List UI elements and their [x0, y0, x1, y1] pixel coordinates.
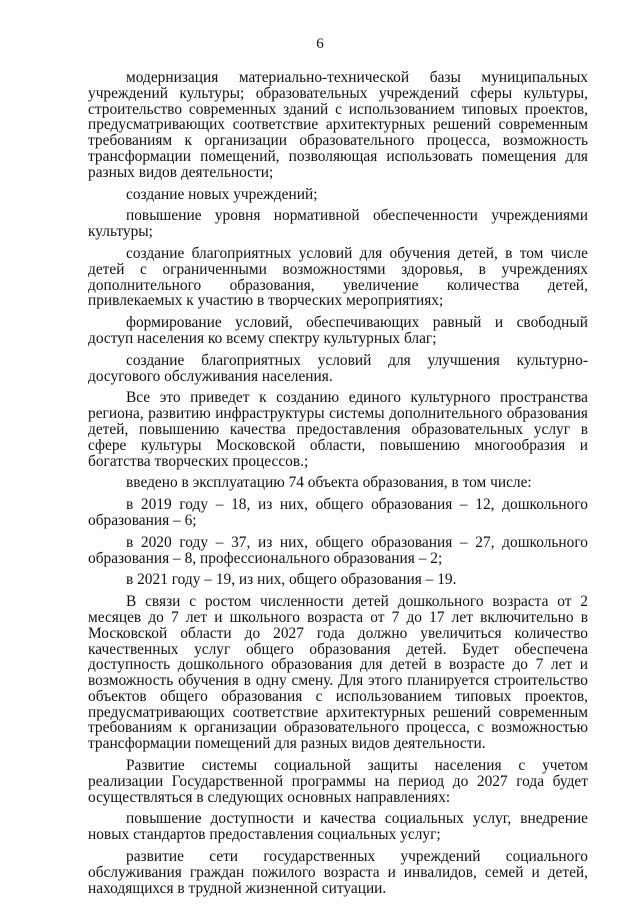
paragraph-social-service-network: развитие сети государственных учреждений социального обслуживания граждан пожилого возраста и инвалидов, семей и детей, находящихся в трудной жизненной ситуации. [88, 848, 588, 897]
paragraph-preschool-growth: В связи с ростом численности детей дошкольного возраста от 2 месяцев до 7 лет и школьного возраста от 7 до 17 лет включительно в Московской области до 2027 года должно увеличиться количество качественных услуг общего образования детей. Будет обеспечена доступность дошкольного образования для детей в возрасте до 7 лет и возможность обучения в одну смену. Для этого планируется строительство объектов общего образования с использованием типовых проектов, предусматривающих соответствие архитектурных решений современным требованиям к организации образовательного процесса, с возможностью трансформации помещений для разных видов деятельности. [88, 593, 588, 753]
paragraph-new-institutions: создание новых учреждений; [126, 185, 318, 203]
paragraph-equal-access: формирование условий, обеспечивающих равный и свободный доступ населения ко всему спектру культурных благ; [88, 314, 588, 347]
paragraph-unified-cultural-space: Все это приведет к созданию единого культурного пространства региона, развитию инфраструктуры системы дополнительного образования детей, повышению качества предоставления образовательных услуг в сфере культуры Московской области, повышению многообразия и богатства творческих процессов.; [88, 389, 588, 470]
paragraph-2021-objects: в 2021 году – 19, из них, общего образования – 19. [126, 571, 457, 589]
paragraph-favorable-learning-conditions: создание благоприятных условий для обучения детей, в том числе детей с ограниченными возможностями здоровья, в учреждениях дополнительного образования, увеличение количества детей, привлекаемых к участию в творческих мероприятиях; [88, 244, 588, 310]
paragraph-culture-modernization: модернизация материально-технической базы муниципальных учреждений культуры; образовательных учреждений сферы культуры, строительство современных зданий с использованием типовых проектов, предусматривающих соответствие архитектурных решений современным требованиям к организации образовательного процесса, возможность трансформации помещений, позволяющая использовать помещения для разных видов деятельности; [88, 69, 588, 181]
paragraph-social-protection-development: Развитие системы социальной защиты населения с учетом реализации Государственной программы на период до 2027 года будет осуществляться в следующих основных направлениях: [88, 757, 588, 806]
page-number: 6 [316, 36, 324, 52]
document-body [88, 70, 588, 896]
paragraph-2019-objects: в 2019 году – 18, из них, общего образования – 12, дошкольного образования – 6; [88, 496, 588, 529]
paragraph-2020-objects: в 2020 году – 37, из них, общего образования – 27, дошкольного образования – 8, профессионального образования – 2; [88, 533, 588, 567]
paragraph-education-objects-total: введено в эксплуатацию 74 объекта образования, в том числе: [126, 474, 532, 492]
paragraph-normative-provision: повышение уровня нормативной обеспеченности учреждениями культуры; [88, 207, 588, 241]
paragraph-social-services-access: повышение доступности и качества социальных услуг, внедрение новых стандартов предоставления социальных услуг; [88, 810, 588, 844]
paragraph-leisure-services: создание благоприятных условий для улучшения культурно-досугового обслуживания населения. [88, 351, 588, 385]
